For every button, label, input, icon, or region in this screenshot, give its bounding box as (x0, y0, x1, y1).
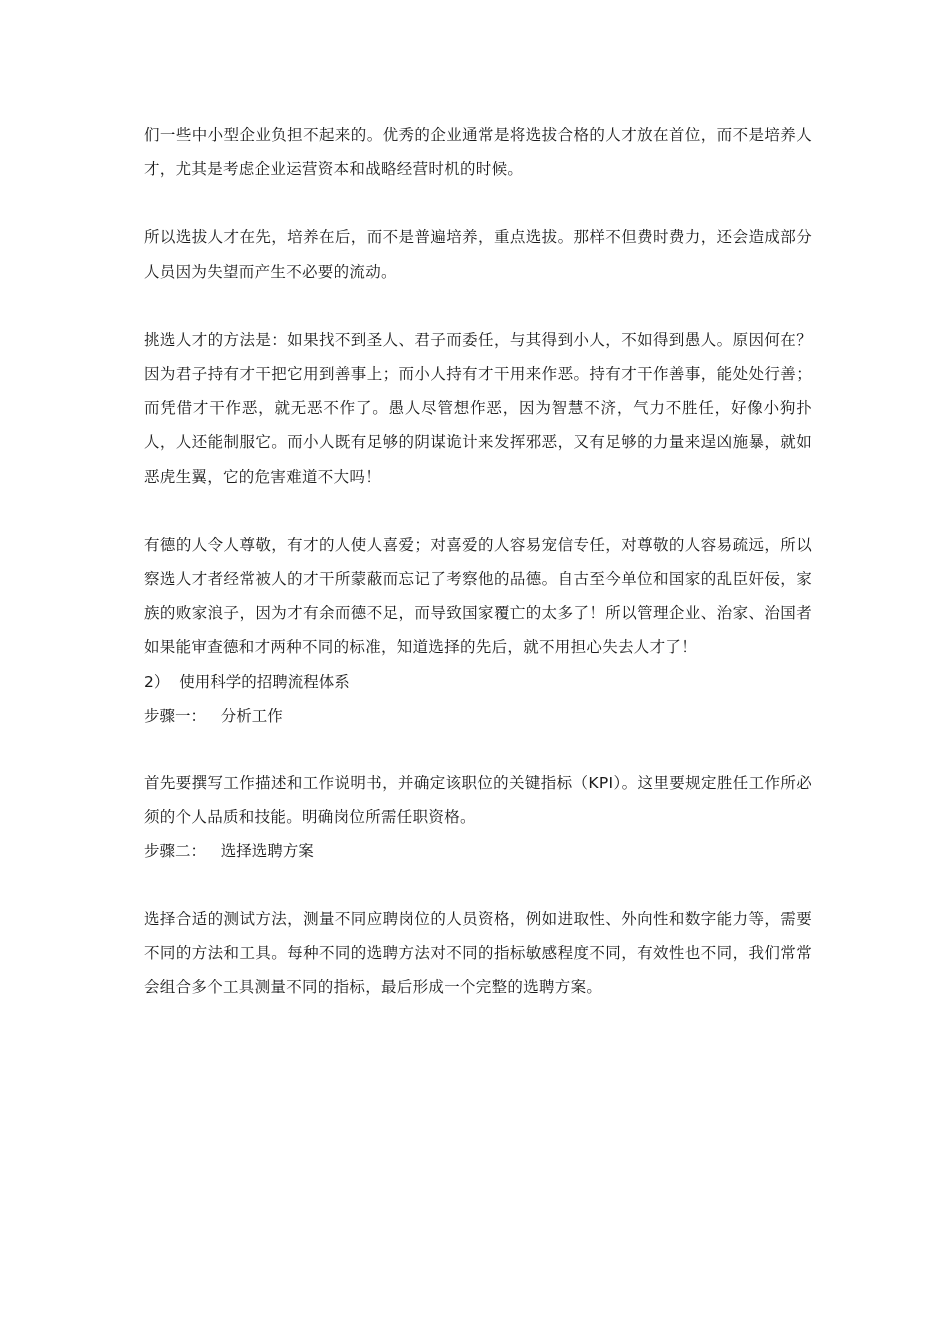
step-one-heading: 步骤一： 分析工作 (144, 706, 283, 725)
section-heading: 2） 使用科学的招聘流程体系 (144, 672, 350, 691)
step-one-text: 首先要撰写工作描述和工作说明书，并确定该职位的关键指标（KPI）。这里要规定胜任工作所必须的个人品质和技能。明确岗位所需任职资格。 (144, 774, 812, 827)
paragraph-4: 有德的人令人尊敬，有才的人使人喜爱；对喜爱的人容易宠信专任，对尊敬的人容易疏远，所以察选人才者经常被人的才干所蒙蔽而忘记了考察他的品德。自古至今单位和国家的乱臣奸佞，家族的败家浪子，因为才有余而德不足，而导致国家覆亡的太多了！所以管理企业、治家、治国者如果能审查德和才两种不同的标准，知道选择的先后，就不用担心失去人才了！ (144, 535, 812, 657)
step-two-text: 选择合适的测试方法，测量不同应聘岗位的人员资格，例如进取性、外向性和数字能力等，需要不同的方法和工具。每种不同的选聘方法对不同的指标敏感程度不同，有效性也不同，我们常常会组合多个工具测量不同的指标，最后形成一个完整的选聘方案。 (144, 909, 812, 997)
paragraph-2: 所以选拔人才在先，培养在后，而不是普遍培养，重点选拔。那样不但费时费力，还会造成部分人员因为失望而产生不必要的流动。 (144, 228, 812, 281)
step-two-heading: 步骤二： 选择选聘方案 (144, 842, 314, 861)
paragraph-3: 挑选人才的方法是：如果找不到圣人、君子而委任，与其得到小人，不如得到愚人。原因何在？因为君子持有才干把它用到善事上；而小人持有才干用来作恶。持有才干作善事，能处处行善；而凭借才干作恶，就无恶不作了。愚人尽管想作恶，因为智慧不济，气力不胜任，好像小狗扑人，人还能制服它。而小人既有足够的阴谋诡计来发挥邪恶，又有足够的力量来逞凶施暴，就如恶虎生翼，它的危害难道不大吗！ (144, 330, 812, 486)
paragraph-1: 们一些中小型企业负担不起来的。优秀的企业通常是将选拔合格的人才放在首位，而不是培养人才，尤其是考虑企业运营资本和战略经营时机的时候。 (144, 126, 812, 179)
document-body (144, 118, 812, 1004)
